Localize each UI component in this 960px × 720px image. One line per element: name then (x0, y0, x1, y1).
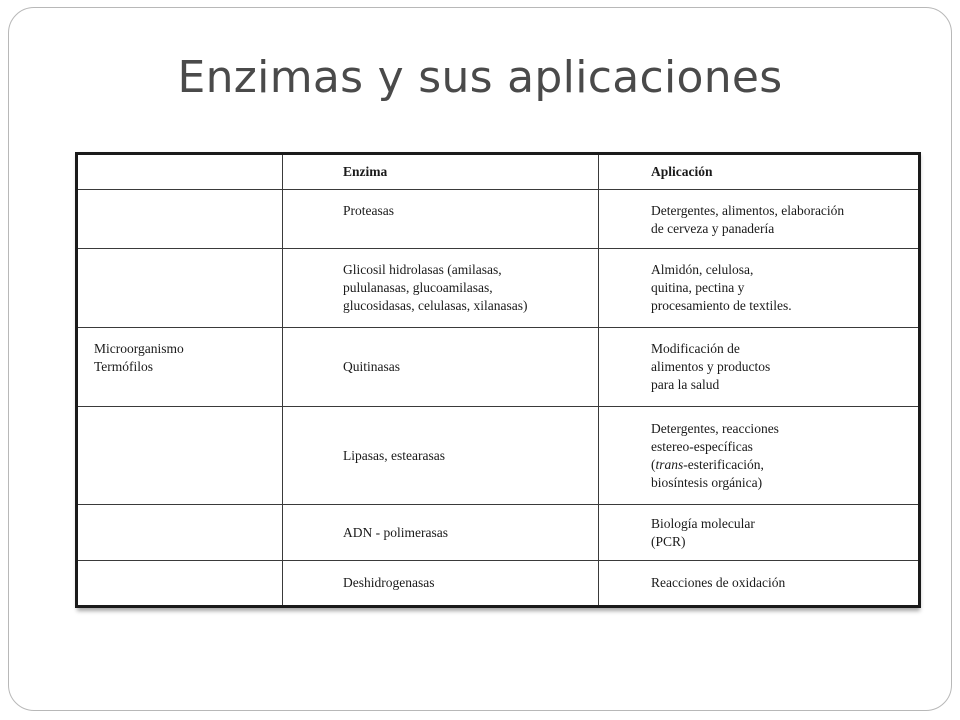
enzyme-cell: Deshidrogenasas (283, 561, 599, 607)
application-cell: Biología molecular (PCR) (599, 505, 920, 561)
table-row (77, 249, 920, 328)
application-cell: Almidón, celulosa, quitina, pectina y procesamiento de textiles. (599, 249, 920, 328)
enzyme-cell: Proteasas (283, 190, 599, 249)
application-cell: Modificación de alimentos y productos para la salud (599, 328, 920, 407)
application-cell: Detergentes, alimentos, elaboración de cerveza y panadería (599, 190, 920, 249)
table-row (77, 190, 920, 249)
table-row (77, 328, 920, 407)
application-cell: Detergentes, reacciones estereo-específicas (trans-esterificación, biosíntesis orgánica) (599, 407, 920, 505)
enzyme-cell: Quitinasas (283, 328, 599, 407)
table-row (77, 505, 920, 561)
header-application: Aplicación (599, 154, 920, 190)
enzyme-cell: Glicosil hidrolasas (amilasas, pululanasas, glucoamilasas, glucosidasas, celulasas, xilanasas) (283, 249, 599, 328)
header-group (77, 154, 283, 190)
group-cell (77, 505, 283, 561)
group-cell (77, 249, 283, 328)
group-label-cell (77, 328, 283, 407)
enzyme-cell: Lipasas, estearasas (283, 407, 599, 505)
slide-title: Enzimas y sus aplicaciones (177, 52, 783, 103)
enzyme-table-container (75, 152, 918, 608)
group-label-line2: Termófilos (94, 359, 154, 374)
enzyme-table (75, 152, 921, 608)
group-cell (77, 190, 283, 249)
application-cell: Reacciones de oxidación (599, 561, 920, 607)
enzyme-cell: ADN - polimerasas (283, 505, 599, 561)
group-label-line1: Microorganismo (94, 341, 184, 356)
group-cell (77, 561, 283, 607)
table-row (77, 561, 920, 607)
table-row (77, 407, 920, 505)
group-cell (77, 407, 283, 505)
table-header-row (77, 154, 920, 190)
header-enzyme: Enzima (283, 154, 599, 190)
